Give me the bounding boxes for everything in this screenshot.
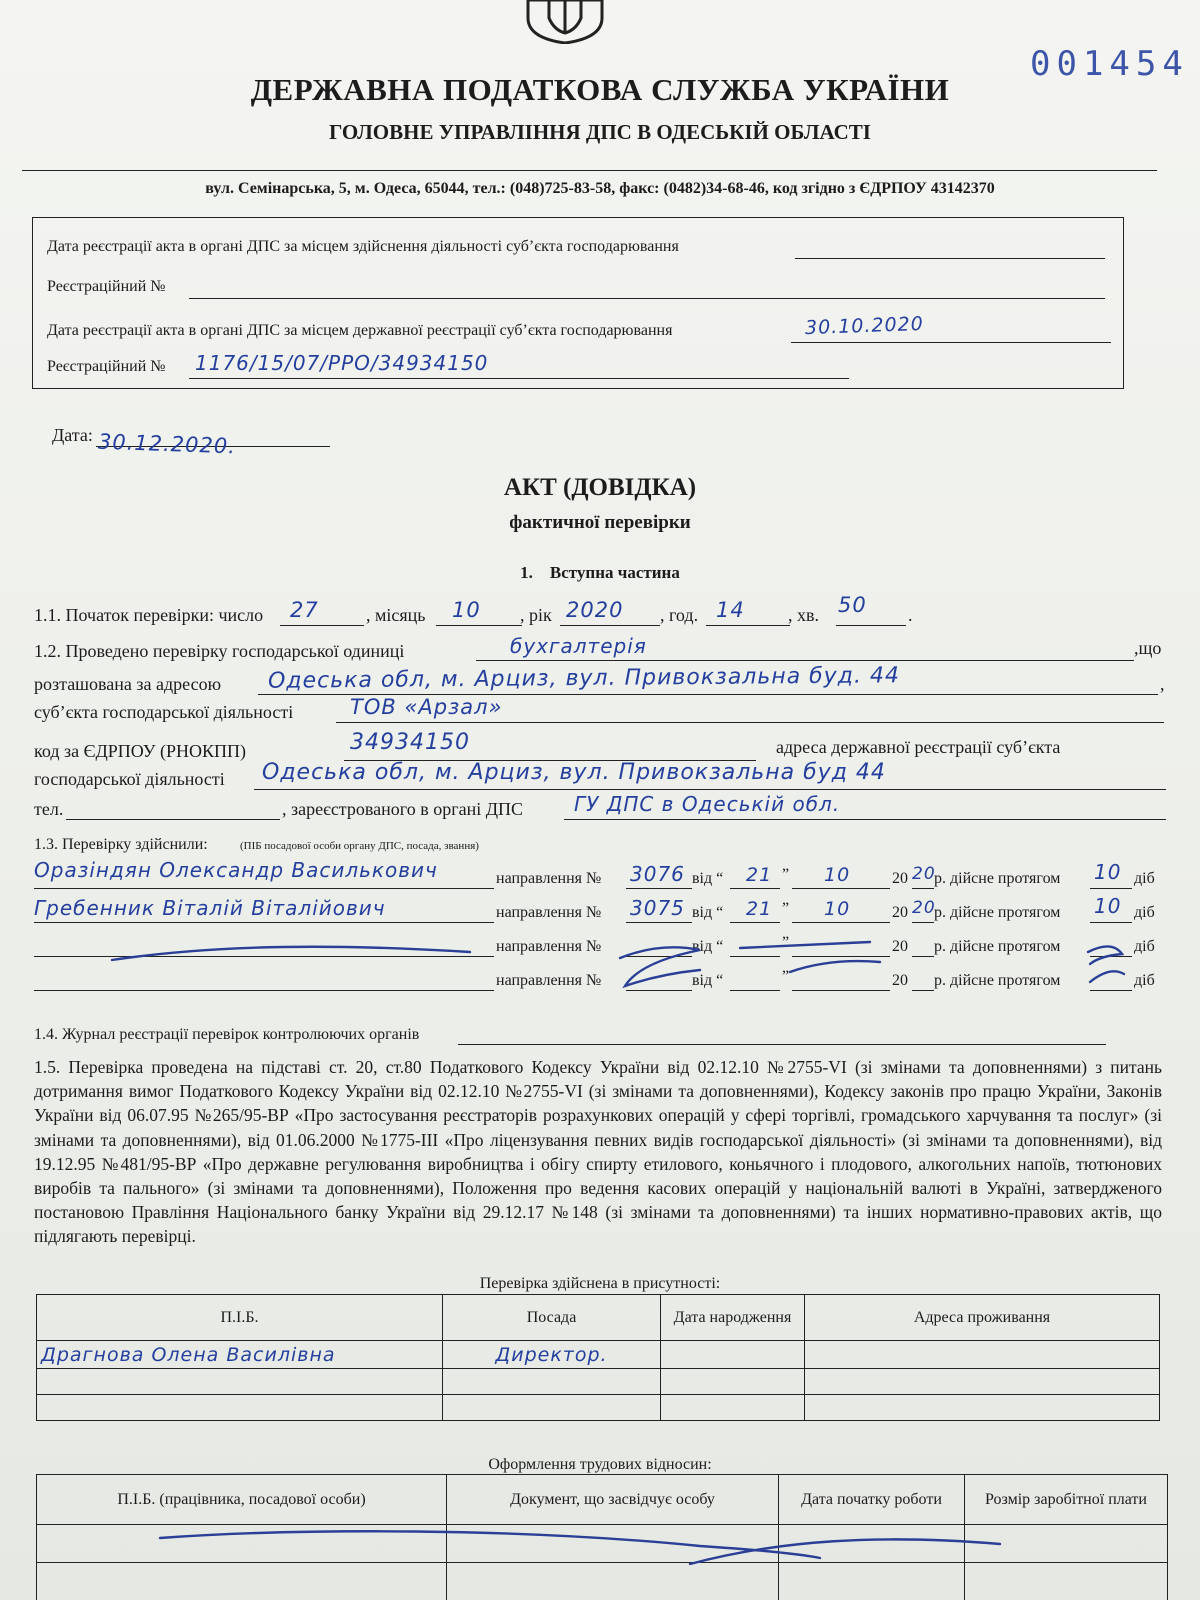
direction-label: направлення №	[496, 870, 602, 887]
tel-label: тел.	[34, 799, 64, 819]
legal-basis-text: 1.5. Перевірка проведена на підставі ст. 20, ст.80 Податкового Кодексу України від 02.12.10 №2755-VI (зі змінами та доповненнями) з питань дотримання вимог Податкового Кодексу України від 02.12.10 №2755-VI (зі змінами та доповненнями), Кодексу законів про працю України, Законів України від 06.07.95 №265/95-ВР «Про застосування реєстраторів розрахункових операцій у сфері торгівлі, громадського харчування та послуг» (зі змінами та доповненнями), від 01.06.2000 №1775-ІІІ «Про ліцензування певних видів господарської діяльності» (зі змінами та доповненнями), від 19.12.95 №481/95-ВР «Про державне регулювання виробництва і обігу спирту етилового, коньячного і плодового, алкогольних напоїв, тютюнових виробів та пального» (зі змінами та доповненнями), Положення про ведення касових операцій у національній валюті в Україні, затвердженого постановою Правління Національного банку України від 29.12.17 №148 (зі змінами та доповненнями) та інших нормативно-правових актів, що підлягають перевірці.	[34, 1057, 1162, 1247]
tel-line[interactable]	[66, 819, 280, 820]
inspector-name-line[interactable]	[34, 922, 494, 923]
subject-label: суб’єкта господарської діяльності	[34, 702, 294, 722]
date-label: Дата:	[52, 425, 93, 445]
header-birth-date: Дата народження	[661, 1295, 805, 1341]
year-prefix: 20	[892, 938, 908, 955]
cell-name[interactable]: Драгнова Олена Василівна	[37, 1341, 443, 1369]
valid-label: р. дійсне протягом	[934, 904, 1061, 921]
field-state-date-line[interactable]	[791, 342, 1111, 343]
from-year-line[interactable]	[912, 888, 934, 889]
from-year-line[interactable]	[912, 922, 934, 923]
header-worker-name: П.І.Б. (працівника, посадової особи)	[37, 1475, 447, 1525]
from-label: від “	[692, 904, 724, 921]
label-reg-no-2: Реєстраційний №	[47, 358, 166, 375]
from-month: 10	[824, 898, 851, 920]
year-prefix: 20	[892, 870, 908, 887]
from-label: від “	[692, 870, 724, 887]
days-label: діб	[1134, 870, 1155, 887]
code-label: код за ЄДРПОУ (РНОКПП)	[34, 741, 246, 761]
year-value: 2020	[566, 598, 624, 622]
field-activity-date[interactable]	[795, 258, 1105, 259]
item-1-1-end: .	[908, 605, 913, 625]
valid-days-line[interactable]	[1090, 888, 1132, 889]
cell-name[interactable]	[37, 1395, 443, 1421]
agency-title: ДЕРЖАВНА ПОДАТКОВА СЛУЖБА УКРАЇНИ	[250, 72, 950, 107]
subject-value: ТОВ «Арзал»	[350, 695, 503, 719]
label-activity-date: Дата реєстрації акта в органі ДПС за місцем здійснення діяльності суб’єкта господарювання	[47, 238, 679, 255]
header-divider	[22, 170, 1157, 171]
agency-subtitle: ГОЛОВНЕ УПРАВЛІННЯ ДПС В ОДЕСЬКІЙ ОБЛАСТІ	[329, 120, 871, 144]
unit-label: 1.2. Проведено перевірку господарської одиниці	[34, 641, 405, 661]
presence-header-row	[37, 1295, 1160, 1341]
inspectors-label: 1.3. Перевірку здійснили:	[34, 836, 208, 853]
cell-position[interactable]: Директор.	[443, 1341, 661, 1369]
year-prefix: 20	[892, 972, 908, 989]
valid-days: 10	[1094, 860, 1122, 884]
direction-no: 3076	[630, 862, 685, 886]
month-label: , місяць	[366, 605, 426, 625]
label-state-date: Дата реєстрації акта в органі ДПС за місцем державної реєстрації суб’єкта господарювання	[47, 322, 673, 339]
hour-line[interactable]	[706, 625, 790, 626]
from-month: 10	[824, 864, 851, 886]
from-month-line[interactable]	[792, 922, 890, 923]
year-line[interactable]	[560, 625, 660, 626]
from-label: від “	[692, 938, 724, 955]
unit-value: бухгалтерія	[510, 634, 647, 658]
header-position: Посада	[443, 1295, 661, 1341]
cell-address[interactable]	[805, 1341, 1160, 1369]
direction-no-line[interactable]	[626, 922, 692, 923]
serial-number: 001454	[1030, 44, 1189, 84]
from-month-line[interactable]	[792, 888, 890, 889]
from-day: 21	[746, 864, 773, 886]
labour-table-strokes	[0, 1520, 1200, 1580]
days-label: діб	[1134, 938, 1155, 955]
registration-box	[32, 217, 1124, 389]
quote-close: ”	[782, 866, 790, 883]
registered-line[interactable]	[564, 819, 1166, 820]
cell-name[interactable]	[37, 1369, 443, 1395]
address-label: розташована за адресою	[34, 674, 222, 694]
valid-days: 10	[1094, 894, 1122, 918]
from-day-line[interactable]	[730, 888, 780, 889]
day-line[interactable]	[280, 625, 364, 626]
direction-no: 3075	[630, 896, 685, 920]
from-year: 20	[912, 864, 936, 884]
address-suffix: ,	[1160, 674, 1165, 694]
month-value: 10	[452, 598, 481, 622]
from-label: від “	[692, 972, 724, 989]
direction-label: направлення №	[496, 938, 602, 955]
from-day-line[interactable]	[730, 922, 780, 923]
label-reg-no-1: Реєстраційний №	[47, 278, 166, 295]
hour-value: 14	[716, 598, 745, 622]
subject-line[interactable]	[336, 722, 1164, 723]
journal-label: 1.4. Журнал реєстрації перевірок контролюючих органів	[34, 1026, 420, 1043]
inspector-name: Оразіндян Олександр Василькович	[34, 858, 438, 882]
direction-label: направлення №	[496, 904, 602, 921]
activity-line[interactable]	[254, 789, 1166, 790]
state-date-value: 30.10.2020	[804, 312, 925, 340]
cell-position[interactable]	[443, 1369, 661, 1395]
act-subtitle: фактичної перевірки	[509, 512, 691, 533]
cell-birth-date[interactable]	[661, 1369, 805, 1395]
direction-label: направлення №	[496, 972, 602, 989]
act-title: АКТ (ДОВІДКА)	[503, 474, 697, 501]
minute-line[interactable]	[836, 625, 906, 626]
year-label: , рік	[520, 605, 552, 625]
table-row	[37, 1369, 1160, 1395]
day-value: 27	[290, 598, 319, 622]
cell-address[interactable]	[805, 1369, 1160, 1395]
journal-line[interactable]	[458, 1044, 1106, 1045]
from-year: 20	[912, 898, 936, 918]
section-title: 1. Вступна частина	[520, 563, 680, 582]
presence-table	[36, 1294, 1160, 1421]
header-address: Адреса проживання	[805, 1295, 1160, 1341]
minute-value: 50	[838, 593, 867, 617]
code-value: 34934150	[350, 730, 470, 755]
quote-close: ”	[782, 968, 790, 985]
month-line[interactable]	[436, 625, 522, 626]
date-value: 30.12.2020.	[97, 429, 237, 459]
hour-label: , год.	[660, 605, 699, 625]
address-value: Одеська обл, м. Арциз, вул. Привокзальна буд. 44	[267, 663, 901, 694]
direction-no-line[interactable]	[626, 888, 692, 889]
cancellation-strokes	[0, 930, 1200, 1000]
header-salary: Розмір заробітної плати	[965, 1475, 1168, 1525]
state-address-label: адреса державної реєстрації суб’єкта	[776, 737, 1061, 757]
field-reg-no-1[interactable]	[189, 298, 1105, 299]
valid-days-line[interactable]	[1090, 922, 1132, 923]
from-day: 21	[746, 898, 773, 920]
cell-birth-date[interactable]	[661, 1395, 805, 1421]
valid-label: р. дійсне протягом	[934, 972, 1061, 989]
reg-no-2-value: 1176/15/07/РРО/34934150	[195, 351, 489, 375]
valid-label: р. дійсне протягом	[934, 870, 1061, 887]
days-label: діб	[1134, 904, 1155, 921]
registered-label: , зареєстрованого в органі ДПС	[282, 799, 523, 819]
cell-birth-date[interactable]	[661, 1341, 805, 1369]
field-reg-no-2-line[interactable]	[189, 378, 849, 379]
inspector-name-line[interactable]	[34, 888, 494, 889]
unit-suffix: ,що	[1134, 638, 1162, 658]
cell-address[interactable]	[805, 1395, 1160, 1421]
registered-value: ГУ ДПС в Одеській обл.	[574, 792, 841, 816]
minute-label: , хв.	[788, 605, 819, 625]
header-name: П.І.Б.	[37, 1295, 443, 1341]
table-row	[37, 1341, 1160, 1369]
labour-caption: Оформлення трудових відносин:	[488, 1456, 712, 1473]
activity-value: Одеська обл, м. Арциз, вул. Привокзальна буд 44	[262, 760, 886, 785]
agency-address: вул. Семінарська, 5, м. Одеса, 65044, тел.: (048)725-83-58, факс: (0482)34-68-46, код згідно з ЄДРПОУ 43142370	[205, 180, 995, 197]
activity-label: господарської діяльності	[34, 769, 225, 789]
presence-caption: Перевірка здійснена в присутності:	[479, 1275, 721, 1292]
days-label: діб	[1134, 972, 1155, 989]
item-1-1-label: 1.1. Початок перевірки: число	[34, 605, 264, 625]
labour-header-row	[37, 1475, 1168, 1525]
year-prefix: 20	[892, 904, 908, 921]
cell-position[interactable]	[443, 1395, 661, 1421]
header-start-date: Дата початку роботи	[779, 1475, 965, 1525]
header-id-document: Документ, що засвідчує особу	[447, 1475, 779, 1525]
unit-line[interactable]	[476, 660, 1134, 661]
ukraine-emblem	[524, 0, 606, 44]
valid-label: р. дійсне протягом	[934, 938, 1061, 955]
inspectors-note: (ПІБ посадової особи органу ДПС, посада, звання)	[240, 840, 479, 852]
quote-close: ”	[782, 900, 790, 917]
quote-close: ”	[782, 934, 790, 951]
inspector-name: Гребенник Віталій Віталійович	[34, 896, 386, 920]
table-row	[37, 1395, 1160, 1421]
